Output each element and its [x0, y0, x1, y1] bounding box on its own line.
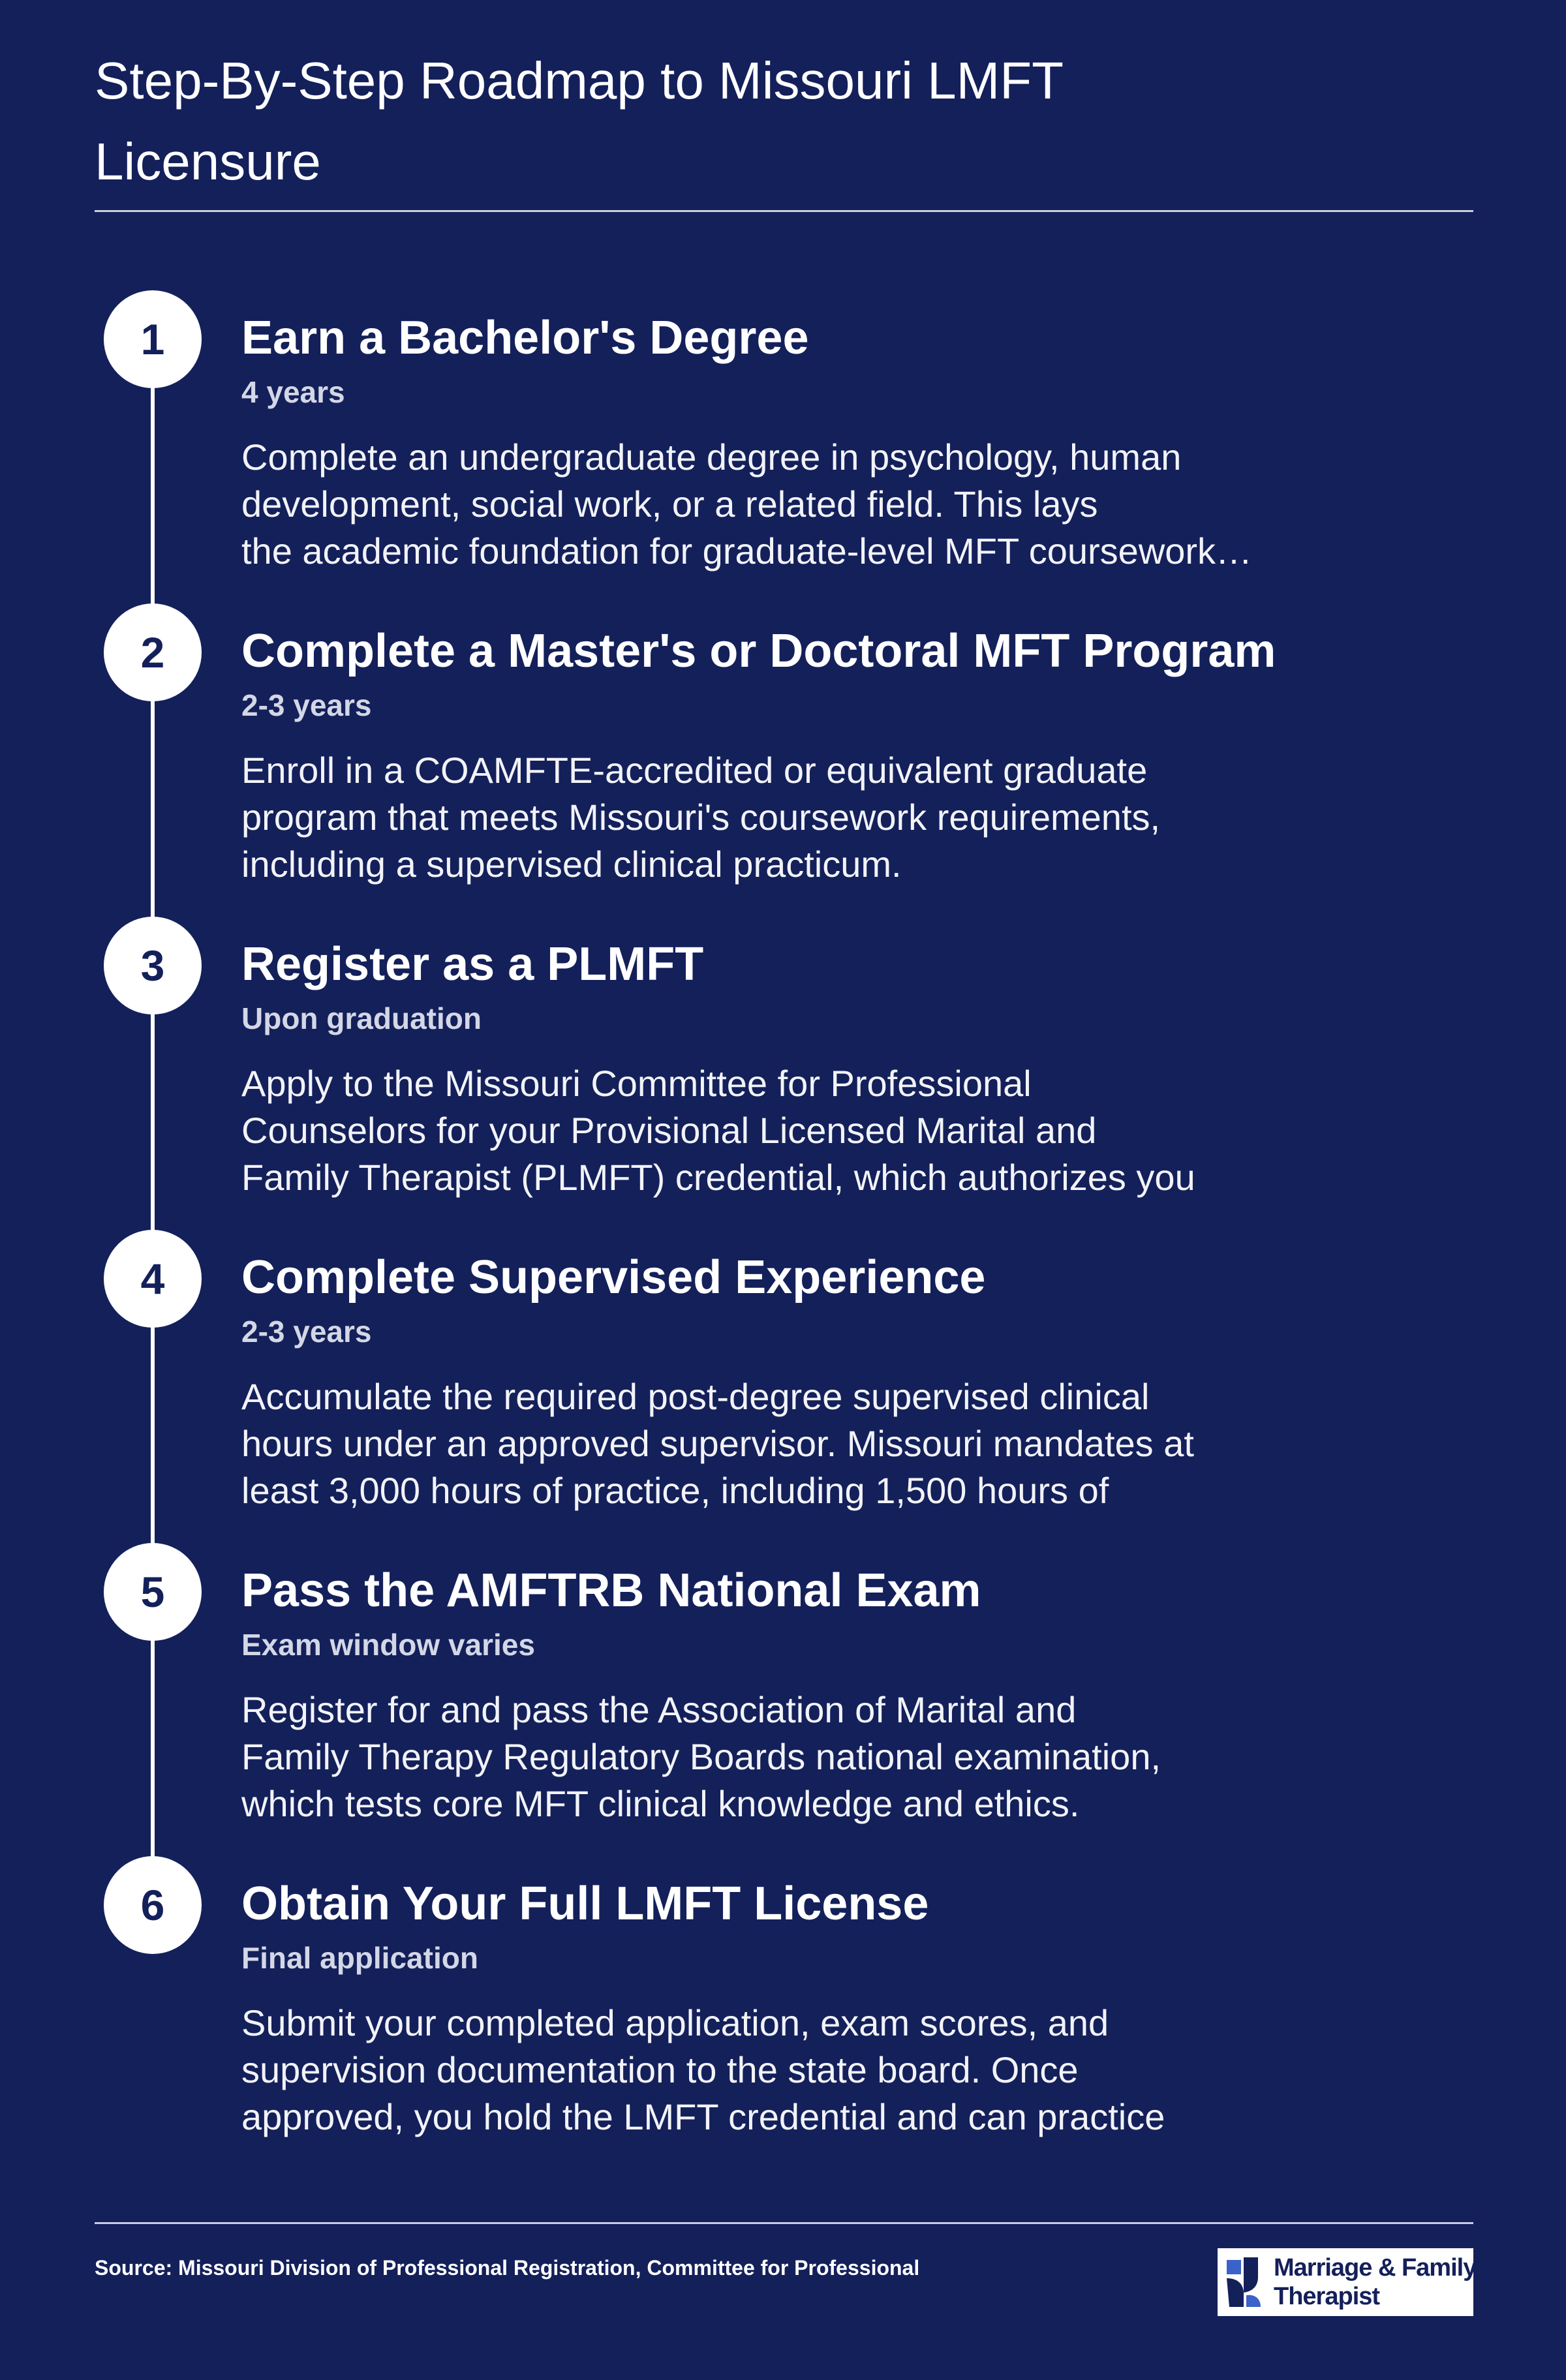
step-6 — [0, 1856, 1566, 2169]
step-title: Pass the AMFTRB National Exam — [241, 1564, 981, 1617]
step-description — [241, 1373, 1312, 1514]
step-description-line: Family Therapist (PLMFT) credential, which authorizes you — [241, 1157, 1195, 1198]
step-3 — [0, 917, 1566, 1230]
step-1 — [0, 290, 1566, 603]
step-title: Register as a PLMFT — [241, 938, 704, 990]
step-description-line: Submit your completed application, exam scores, and — [241, 2002, 1109, 2043]
step-number-badge: 2 — [104, 603, 202, 701]
step-description-line: approved, you hold the LMFT credential and can practice — [241, 2096, 1165, 2137]
step-description-line: Accumulate the required post-degree supervised clinical — [241, 1376, 1150, 1417]
step-2 — [0, 603, 1566, 917]
step-description-line: the academic foundation for graduate-level MFT coursework… — [241, 530, 1253, 572]
step-description-line: Counselors for your Provisional Licensed Marital and — [241, 1110, 1097, 1151]
step-4 — [0, 1230, 1566, 1543]
step-description-line: hours under an approved supervisor. Missouri mandates at — [241, 1423, 1194, 1464]
step-description-line: Family Therapy Regulatory Boards national examination, — [241, 1736, 1161, 1777]
step-description-line: least 3,000 hours of practice, including 1,500 hours of — [241, 1470, 1109, 1511]
step-title: Earn a Bachelor's Degree — [241, 312, 809, 364]
step-number-badge: 1 — [104, 290, 202, 388]
step-duration: 2-3 years — [241, 1315, 372, 1349]
step-duration: 2-3 years — [241, 688, 372, 722]
step-description — [241, 1060, 1312, 1201]
step-number-badge: 6 — [104, 1856, 202, 1954]
step-description — [241, 1686, 1312, 1827]
brand-logo — [1218, 2248, 1477, 2316]
step-duration: Final application — [241, 1941, 478, 1975]
logo-text-line: Marriage & Family — [1274, 2254, 1477, 2281]
page-title: Step-By-Step Roadmap to Missouri LMFT Licensure — [95, 52, 1063, 191]
step-description-line: Register for and pass the Association of Marital and — [241, 1689, 1077, 1730]
step-description-line: Complete an undergraduate degree in psychology, human — [241, 436, 1182, 478]
logo-mark-icon — [1218, 2248, 1274, 2316]
step-number-badge: 5 — [104, 1543, 202, 1641]
step-duration: Upon graduation — [241, 1001, 482, 1035]
step-5 — [0, 1543, 1566, 1856]
step-description-line: program that meets Missouri's coursework requirements, — [241, 797, 1161, 838]
step-description — [241, 434, 1312, 575]
step-number-badge: 3 — [104, 917, 202, 1015]
step-description-line: supervision documentation to the state board. Once — [241, 2049, 1079, 2090]
step-description — [241, 2000, 1312, 2141]
step-description-line: development, social work, or a related field. This lays — [241, 483, 1098, 525]
logo-wordmark — [1274, 2253, 1476, 2311]
step-description — [241, 747, 1312, 888]
step-description-line: including a supervised clinical practicum. — [241, 844, 902, 885]
step-duration: Exam window varies — [241, 1628, 535, 1662]
source-citation: Source: Missouri Division of Professional Registration, Committee for Professional — [95, 2256, 920, 2280]
step-description-line: which tests core MFT clinical knowledge and ethics. — [241, 1783, 1080, 1824]
step-number-badge: 4 — [104, 1230, 202, 1328]
step-duration: 4 years — [241, 375, 345, 409]
step-title: Obtain Your Full LMFT License — [241, 1878, 929, 1930]
step-description-line: Apply to the Missouri Committee for Professional — [241, 1063, 1032, 1104]
footer-divider — [95, 2222, 1473, 2224]
logo-text-line: Therapist — [1274, 2283, 1380, 2310]
step-title: Complete Supervised Experience — [241, 1251, 986, 1304]
step-description-line: Enroll in a COAMFTE-accredited or equivalent graduate — [241, 750, 1148, 791]
header-divider — [95, 210, 1473, 212]
step-title: Complete a Master's or Doctoral MFT Program — [241, 625, 1276, 677]
